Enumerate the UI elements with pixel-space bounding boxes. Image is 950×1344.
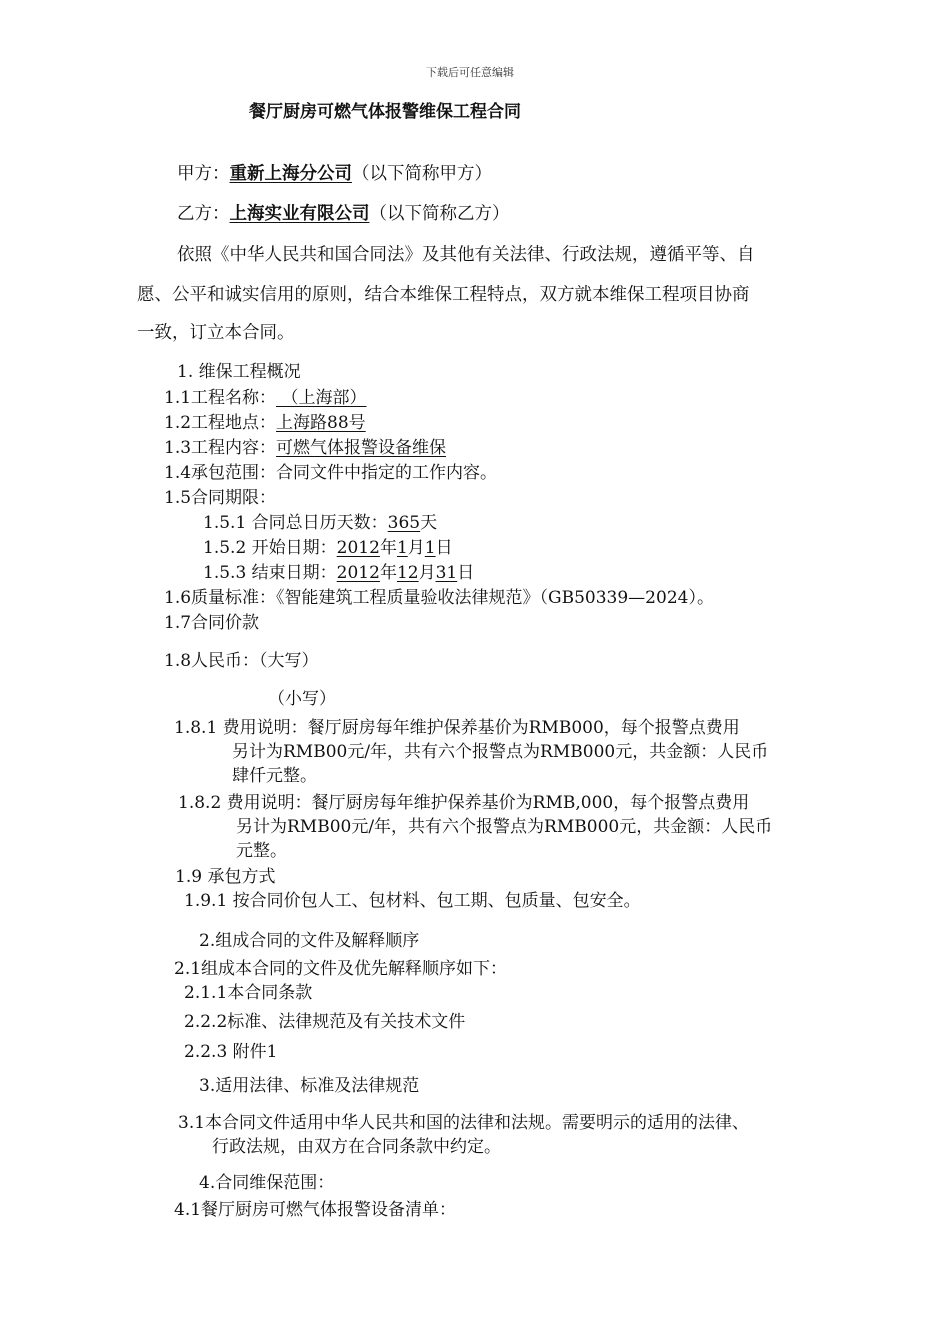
contract-title: 餐厅厨房可燃气体报警维保工程合同 [249, 102, 521, 122]
total-days-value: 365 [387, 513, 421, 533]
end-month: 12 [396, 563, 419, 583]
quality-standard: 1.6质量标准：《智能建筑工程质量验收法律规范》（GB50339—2024）。 [164, 588, 714, 608]
start-month: 1 [396, 538, 408, 558]
intro-line: 依照《中华人民共和国合同法》及其他有关法律、行政法规，遵循平等、自 [177, 245, 755, 265]
year-char: 年 [379, 563, 397, 583]
section-2-line: 2.1.1本合同条款 [184, 983, 313, 1003]
total-days-unit: 天 [420, 513, 438, 533]
year-char: 年 [379, 538, 397, 558]
end-day: 31 [435, 563, 458, 583]
party-b-name: 上海实业有限公司 [229, 204, 370, 224]
intro-line: 愿、公平和诚实信用的原则，结合本维保工程特点，双方就本维保工程项目协商 [137, 285, 750, 305]
section-3-line: 行政法规，由双方在合同条款中约定。 [212, 1137, 501, 1157]
project-content [164, 437, 446, 459]
start-day: 1 [424, 538, 436, 558]
intro-line: 一致，订立本合同。 [137, 323, 295, 343]
day-char: 日 [457, 563, 475, 583]
section-3-heading: 3.适用法律、标准及法律规范 [199, 1076, 420, 1096]
section-1-heading: 1. 维保工程概况 [177, 362, 301, 382]
day-char: 日 [435, 538, 453, 558]
start-date [203, 537, 453, 559]
party-b-label: 乙方： [177, 204, 230, 224]
fee-note-2: 另计为RMB00元/年，共有六个报警点为RMB000元，共金额：人民币 [236, 817, 773, 837]
project-name-value: （上海部） [276, 388, 367, 408]
fee-note-1: 肆仟元整。 [232, 766, 317, 786]
party-a-note: （以下简称甲方） [352, 164, 492, 184]
project-name-label: 1.1工程名称： [164, 388, 277, 408]
fee-note-2: 元整。 [236, 841, 287, 861]
fee-note-1: 另计为RMB00元/年，共有六个报警点为RMB000元，共金额：人民币 [232, 742, 769, 762]
party-a-name: 重新上海分公司 [229, 164, 352, 184]
end-date-label: 1.5.3 结束日期： [203, 563, 337, 583]
total-days-label: 1.5.1 合同总日历天数： [203, 513, 388, 533]
section-2-heading: 2.组成合同的文件及解释顺序 [199, 931, 420, 951]
section-2-line: 2.2.3 附件1 [184, 1042, 278, 1062]
section-2-line: 2.1组成本合同的文件及优先解释顺序如下： [174, 959, 508, 979]
project-content-label: 1.3工程内容： [164, 438, 277, 458]
fee-note-2: 1.8.2 费用说明：餐厅厨房每年维护保养基价为RMB,000，每个报警点费用 [178, 793, 750, 813]
party-a-label: 甲方： [177, 164, 230, 184]
month-char: 月 [407, 538, 425, 558]
project-site-value: 上海路88号 [276, 413, 366, 433]
contract-scope: 1.4承包范围：合同文件中指定的工作内容。 [164, 463, 498, 483]
project-content-value: 可燃气体报警设备维保 [276, 438, 447, 458]
rmb-uppercase: 1.8人民币：（大写） [164, 651, 319, 671]
section-4-heading: 4.合同维保范围： [199, 1173, 335, 1193]
end-year: 2012 [336, 563, 380, 583]
section-4-line: 4.1餐厅厨房可燃气体报警设备清单： [174, 1200, 457, 1220]
project-name [164, 387, 366, 409]
month-char: 月 [418, 563, 436, 583]
section-3-line: 3.1本合同文件适用中华人民共和国的法律和法规。需要明示的适用的法律、 [178, 1113, 750, 1133]
end-date [203, 562, 474, 584]
contract-mode: 1.9 承包方式 [175, 867, 276, 887]
project-site-label: 1.2工程地点： [164, 413, 277, 433]
project-site [164, 412, 366, 434]
rmb-lowercase: （小写） [268, 689, 336, 709]
party-b-note: （以下简称乙方） [369, 204, 510, 224]
start-year: 2012 [336, 538, 380, 558]
party-b [177, 203, 510, 225]
fee-note-1: 1.8.1 费用说明：餐厅厨房每年维护保养基价为RMB000，每个报警点费用 [174, 718, 740, 738]
header-note: 下载后可任意编辑 [426, 66, 514, 79]
party-a [177, 163, 492, 185]
contract-price: 1.7合同价款 [164, 613, 260, 633]
contract-mode-detail: 1.9.1 按合同价包人工、包材料、包工期、包质量、包安全。 [184, 891, 641, 911]
start-date-label: 1.5.2 开始日期： [203, 538, 337, 558]
section-2-line: 2.2.2标准、法律规范及有关技术文件 [184, 1012, 466, 1032]
contract-term: 1.5合同期限： [164, 488, 277, 508]
total-days [203, 512, 437, 534]
